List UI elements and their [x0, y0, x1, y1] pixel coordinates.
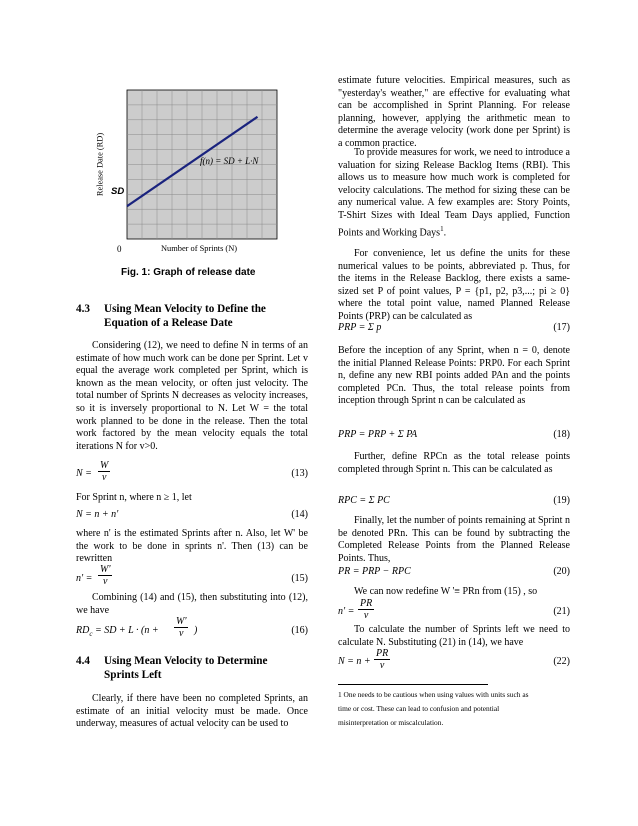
eq13-num: W [100, 460, 109, 471]
eq16-mid: = SD + L · (n + [92, 625, 159, 636]
right-paragraph-6: Finally, let the number of points remaining at Sprint n be denoted PRn. This can be found by subtracting the Completed Release Points from the Planned Release Points. Thus, [338, 515, 570, 564]
section-number: 4.3 [76, 303, 90, 315]
equation-17 [338, 320, 570, 342]
eq13-lhs: N = [76, 468, 92, 479]
x-axis-label: Number of Sprints (N) [161, 244, 238, 253]
origin-label: 0 [117, 244, 122, 254]
section-4-3-heading [76, 303, 308, 333]
eq17-body: PRP = Σ p [338, 322, 382, 333]
eq21-num: PR [360, 598, 373, 609]
eq13-fraction [98, 460, 110, 483]
eq22-fraction [374, 648, 390, 671]
left-paragraph-1: Considering (12), we need to define N in terms of an estimate of how much work can be done per Sprint. Let v equal the average work completed per Sprint, which is known as the mean velocity, or often just velocity. The total number of Sprints N decreases as velocity increases, so it is inversely proportional to N. Let W = the total work planned to be done in the release. Then the total work factored by the mean velocity equals the total iterations N for v>0. [76, 340, 308, 452]
release-date-figure [90, 80, 290, 260]
left-paragraph-2: For Sprint n, where n ≥ 1, let [76, 492, 192, 503]
eq14-body: N = n + n' [76, 509, 119, 520]
eq16-den: v [179, 628, 184, 639]
footnote-line-3: misinterpretation or miscalculation. [338, 718, 444, 728]
equation-20 [338, 566, 570, 580]
eq19-body: RPC = Σ PC [338, 495, 390, 506]
left-paragraph-5: Clearly, if there have been no completed Sprints, an estimate of an initial velocity must be made. Once underway, measures of actual velocity can be used to [76, 693, 308, 730]
eq15-num: W' [100, 564, 111, 575]
eq16-tag: (16) [291, 625, 308, 636]
y-axis-label: Release Date (RD) [95, 132, 105, 197]
right-paragraph-8: To calculate the number of Sprints left we need to calculate N. Substituting (21) in (14), we have [338, 624, 570, 648]
section-title: Using Mean Velocity to Determine Sprints Left [104, 655, 268, 681]
footnote-line-1: 1 One needs to be cautious when using values with units such as [338, 690, 529, 699]
eq22-tag: (22) [553, 656, 570, 667]
eq18-body: PRP = PRP + Σ PA [338, 429, 418, 440]
eq19-tag: (19) [553, 495, 570, 506]
eq15-fraction [98, 564, 112, 587]
eq17-tag: (17) [553, 322, 570, 333]
eq21-den: v [363, 610, 369, 621]
equation-18 [338, 427, 570, 449]
equation-19 [338, 493, 570, 515]
eq18-tag: (18) [553, 429, 570, 440]
footnote-line-2: time or cost. These can lead to confusion and potential [338, 704, 500, 714]
right-paragraph-2 [338, 147, 570, 239]
formula-label: f(n) = SD + L·N [200, 156, 259, 166]
right-paragraph-3: For convenience, let us define the units for these numerical values to be points, abbreviated p. Thus, for the items in the Release Backlog, there exists a same-sized set P of point values, P = {p1, p2, p3,...; pi ≥ 0} where the total point value, named Planned Release Points (PRP) can be calculated as [338, 248, 570, 322]
release-date-chart [90, 80, 290, 260]
eq15-den: v [103, 576, 108, 587]
eq13-den: v [101, 472, 107, 483]
eq16-num: W' [176, 616, 187, 627]
left-paragraph-3: where n' is the estimated Sprints after n. Also, let W' be the work to be done in sprints n'. Then (13) can be rewritten [76, 528, 308, 565]
eq22-num: PR [376, 648, 389, 659]
right-paragraph-7: We can now redefine W '≡ PRn from (15) , so [354, 586, 538, 597]
sd-label: SD [111, 186, 125, 197]
right-p2-text: To provide measures for work, we need to introduce a valuation for sizing Release Backlog Items (RBI). This allows us to measure how much work is completed for velocity calculations. The method for sizing these can be any numerical value. A few examples are: Story Points, T-Shirt Sizes with Ideal Team Days applied, Function Points and Working Days [338, 147, 570, 238]
eq15-lhs: n' = [76, 573, 93, 584]
eq21-fraction [358, 598, 374, 621]
right-paragraph-1: estimate future velocities. Empirical measures, such as "yesterday's weather," are effective for evaluating what can be accomplished in Sprint Planning. For release planning, however, applying the arithmetic mean to determine the average velocity (work done per Sprint) is a common practice. [338, 75, 570, 149]
section-4-4-heading [76, 655, 308, 685]
eq22-lhs: N = n + [338, 656, 371, 667]
footnote-ref-1: 1 [440, 224, 444, 233]
section-title: Using Mean Velocity to Define the Equation of a Release Date [104, 303, 266, 329]
eq14-tag: (14) [291, 509, 308, 520]
left-paragraph-4: Combining (14) and (15), then substituting into (12), we have [76, 592, 308, 616]
eq20-body: PR = PRP − RPC [338, 566, 411, 577]
equation-16 [76, 614, 308, 648]
eq16-fraction [174, 616, 188, 639]
equation-13 [76, 460, 308, 492]
eq16-rd: RD [76, 625, 90, 636]
section-number: 4.4 [76, 655, 90, 667]
eq13-tag: (13) [291, 468, 308, 479]
equation-14 [76, 509, 308, 523]
equation-22 [338, 648, 570, 678]
eq15-tag: (15) [291, 573, 308, 584]
right-p2-end: . [443, 226, 447, 238]
eq22-den: v [379, 660, 385, 671]
eq16-sub: c [89, 630, 93, 638]
eq16-lhs [76, 625, 159, 638]
eq16-close: ) [194, 625, 198, 636]
eq21-tag: (21) [553, 606, 570, 617]
eq20-tag: (20) [553, 566, 570, 577]
right-paragraph-4: Before the inception of any Sprint, when n = 0, denote the initial Planned Release Points: PRP0. For each Sprint n, define any new RBI points added PAn and the points completed PCn. Thus, the total release points from inception through Sprint n can be calculated as [338, 345, 570, 407]
footnote-rule [338, 684, 488, 685]
figure-caption: Fig. 1: Graph of release date [121, 267, 256, 278]
footnote [338, 688, 570, 731]
right-paragraph-5: Further, define RPCn as the total release points completed through Sprint n. This can be calculated as [338, 451, 570, 475]
eq21-lhs: n' = [338, 606, 355, 617]
